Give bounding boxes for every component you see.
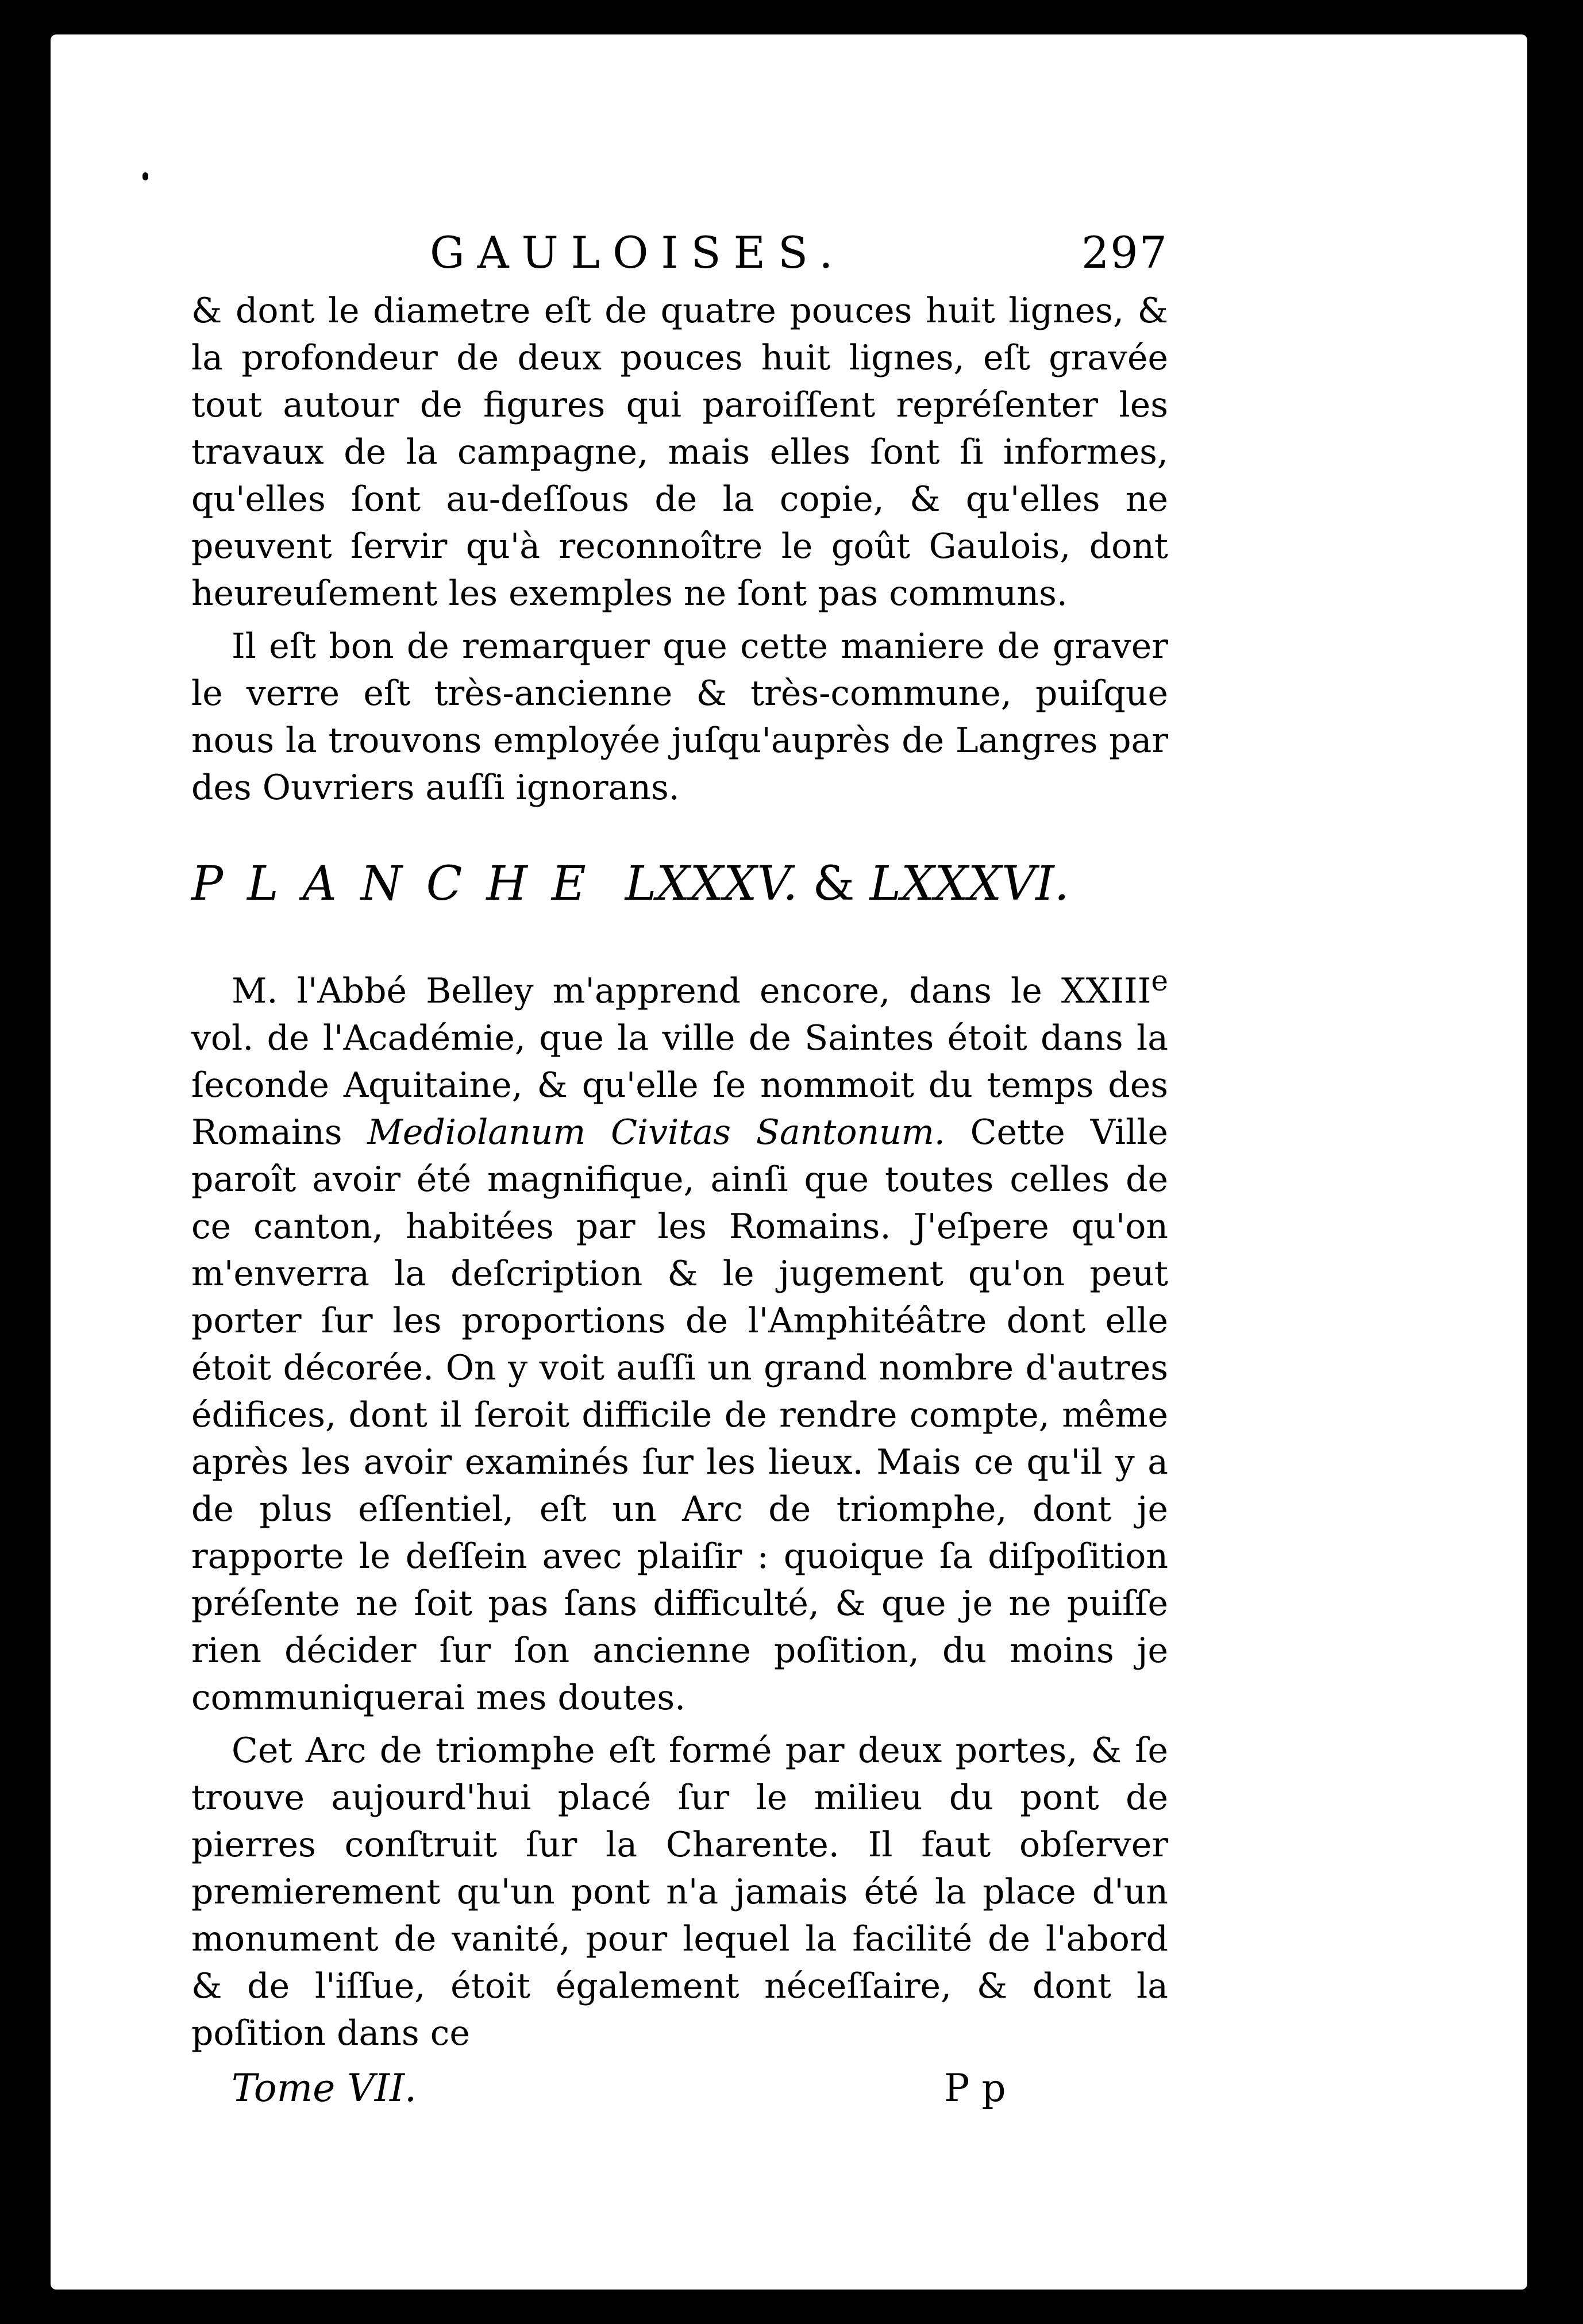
plate-heading-numeral-2: LXXXVI. [869, 857, 1069, 911]
paragraph-saintes-text-1: M. l'Abbé Belley m'apprend encore, dans le XXIII [232, 971, 1151, 1011]
paragraph-continuation: & dont le diametre eſt de quatre pouces huit lignes, & la profondeur de deux pouces huit lignes, eſt gravée tout autour de figures qui paroiſſent repréſenter les travaux de la campagne, mais elles ſont ſi informes, qu'elles ſont au-deſſous de la copie, & qu'elles ne peuvent ſervir qu'à reconnoître le goût Gaulois, dont heureuſement les exemples ne ſont pas communs. [191, 291, 1168, 614]
latin-city-name: Mediolanum Civitas Santonum. [367, 1112, 945, 1153]
page-footer [191, 2063, 1168, 2114]
paragraph-saintes [191, 957, 1168, 1721]
plate-heading-numeral-1: LXXXV. [625, 857, 798, 911]
volume-superscript: e [1151, 964, 1168, 997]
page-number: 297 [1081, 227, 1168, 278]
plate-heading-word: PLANCHE [191, 857, 610, 911]
paragraph-saintes-text-3: Cette Ville paroît avoir été magnifique, ainſi que toutes celles de ce canton, habitées par les Romains. J'eſpere qu'on m'enverra la deſcription & le jugement qu'on peut porter ſur les proportions de l'Amphitéâtre dont elle étoit décorée. On y voit auſſi un grand nombre d'autres édifices, dont il ſeroit difficile de rendre compte, même après les avoir examinés ſur les lieux. Mais ce qu'il y a de plus eſſentiel, eſt un Arc de triomphe, dont je rapporte le deſſein avec plaiſir : quoique ſa diſpoſition préſente ne ſoit pas ſans difficulté, & que je ne puiſſe rien décider ſur ſon ancienne poſition, du moins je communiquerai mes doutes. [191, 1112, 1168, 1718]
paragraph-triumphal-arch: Cet Arc de triomphe eſt formé par deux portes, & ſe trouve aujourd'hui placé ſur le milieu du pont de pierres conſtruit ſur la Charente. Il faut obſerver premierement qu'un pont n'a jamais été la place d'un monument de vanité, pour lequel la facilité de l'abord & de l'iſſue, étoit également néceſſaire, & dont la poſition dans ce [191, 1731, 1168, 2053]
ink-speck [142, 172, 148, 180]
page-content [191, 224, 1168, 2114]
paragraph-saintes-text-2: vol. de l'Académie, que la ville de Saintes étoit dans la ſeconde Aquitaine, & qu'elle ſe nommoit du temps des Romains [191, 1018, 1168, 1153]
signature-mark: P p [944, 2066, 1006, 2110]
running-title: GAULOISES. [430, 227, 846, 278]
paragraph-glass-engraving: Il eſt bon de remarquer que cette maniere de graver le verre eſt très-ancienne & très-commune, puiſque nous la trouvons employée juſqu'auprès de Langres par des Ouvriers auſſi ignorans. [191, 626, 1168, 808]
book-page [51, 34, 1527, 2290]
volume-label: Tome VII. [232, 2066, 417, 2110]
plate-heading-ampersand: & [812, 857, 855, 911]
plate-heading [191, 853, 1168, 916]
page-header [191, 224, 1168, 282]
